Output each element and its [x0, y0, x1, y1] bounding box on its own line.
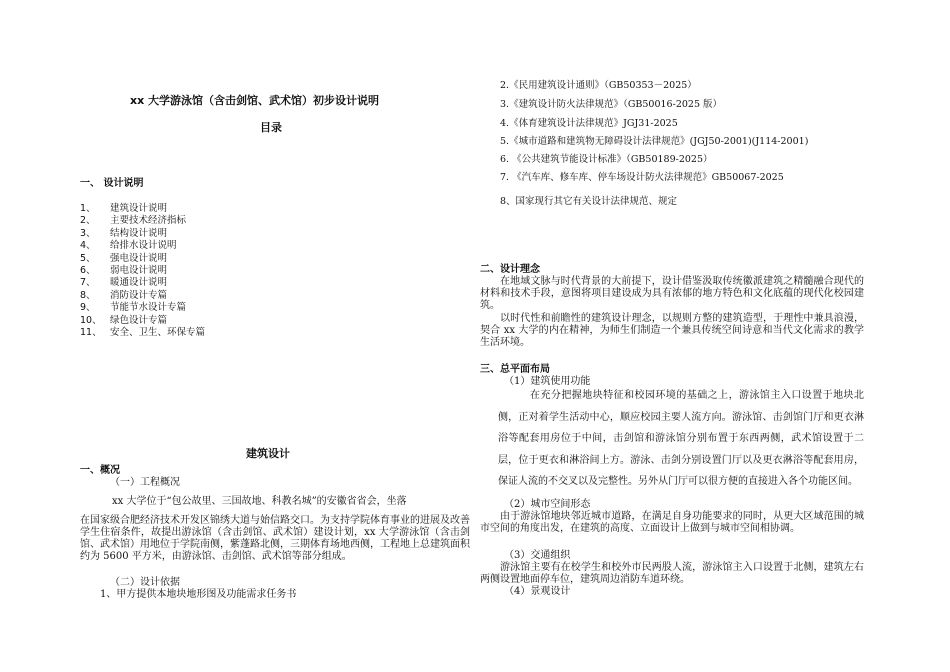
reference-item: 6. 《公共建筑节能设计标准》（GB50189-2025） [500, 154, 713, 165]
toc-title: 目录 [260, 121, 282, 134]
reference-item: 3.《建筑设计防火法律规范》（GB50016-2025 版） [500, 99, 723, 110]
reference-item: 4.《体育建筑设计法律规范》JGJ31-2025 [500, 118, 678, 129]
reference-item: 2.《民用建筑设计通则》（GB50353－2025） [500, 80, 697, 91]
layout-heading: 三、总平面布局 [480, 364, 550, 375]
urban-paragraph: 由于游泳馆地块邻近城市道路，在满足自身功能要求的同时，从更大区域范围的城市空间的角度出发，在建筑的高度、立面设计上做到与城市空间相协调。 [480, 511, 864, 534]
reference-item: 8、国家现行其它有关设计法律规范、规定 [500, 196, 678, 207]
reference-item: 7. 《汽车库、修车库、停车场设计防火法律规范》GB50067-2025 [500, 172, 784, 183]
toc-item[interactable]: 11、 安全、卫生、环保专篇 [80, 327, 206, 338]
traffic-paragraph: 游泳馆主要有在校学生和校外市民两股人流，游泳馆主入口设置于北侧，建筑左右两侧设置地面停车位，建筑周边消防车道环绕。 [480, 562, 864, 585]
overview-paragraph-first-line: xx 大学位于“包公故里、三国故地、科教名城”的安徽省省会，坐落 [112, 496, 407, 507]
traffic-subheading: （3）交通组织 [504, 550, 571, 561]
urban-subheading: （2）城市空间形态 [504, 499, 591, 510]
landscape-subheading: （4）景观设计 [504, 586, 571, 597]
toc-item[interactable]: 6、 弱电设计说明 [80, 265, 168, 276]
reference-item: 5.《城市道路和建筑物无障碍设计法律规范》(JGJ50-2001)(J114-2001) [500, 136, 809, 147]
document-title: xx 大学游泳馆（含击剑馆、武术馆）初步设计说明 [130, 94, 380, 107]
arch-design-title: 建筑设计 [246, 447, 290, 460]
subheading-design-basis: （二）设计依据 [110, 577, 180, 588]
toc-item[interactable]: 7、 暖通设计说明 [80, 277, 168, 289]
overview-heading: 一、概况 [80, 465, 120, 476]
toc-item[interactable]: 8、 消防设计专篇 [80, 289, 168, 301]
function-paragraph: 在充分把握地块特征和校园环境的基础之上，游泳馆主入口设置于地块北侧，正对着学生活动中心，顺应校园主要人流方向。游泳馆、击剑馆门厅和更衣淋浴等配套用房位于中间，击剑馆和游泳馆分别布置于东西两侧，武术馆设置于二层，位于更衣和淋浴间上方。游泳、击剑分别设置门厅以及更衣淋浴等配套用房，保证人流的不交叉以及完整性。另外从门厅可以很方便的直接进入各个功能区间。 [498, 390, 864, 487]
overview-paragraph: 在国家级合肥经济技术开发区锦绣大道与始信路交口。为支持学院体育事业的进展及改善学生住宿条件，故提出游泳馆（含击剑馆、武术馆）建设计划，xx 大学游泳馆（含击剑馆、武术馆）用地位于学院南侧，紫蓬路北侧，三期体育场地西侧，工程地上总建筑面积约为 5600 平方米，由游泳馆、击剑馆、武术馆等部分组成。 [80, 515, 470, 562]
toc-item[interactable]: 3、 结构设计说明 [80, 227, 168, 239]
toc-item[interactable]: 4、 给排水设计说明 [80, 240, 177, 252]
toc-item[interactable]: 10、 绿色设计专篇 [80, 314, 168, 326]
toc-item[interactable]: 2、 主要技术经济指标 [80, 215, 187, 227]
concept-heading: 二、设计理念 [480, 264, 540, 275]
concept-paragraph-2: 以时代性和前瞻性的建筑设计理念，以规则方整的建筑造型，于理性中兼具浪漫，契合 xx 大学的内在精神，为师生们制造一个兼具传统空间诗意和当代文化需求的教学生活环境。 [480, 313, 864, 348]
toc-item[interactable]: 1、 建筑设计说明 [80, 203, 168, 214]
function-subheading: （1）建筑使用功能 [504, 376, 591, 387]
toc-item[interactable]: 5、 强电设计说明 [80, 252, 168, 264]
subheading-project-overview: （一）工程概况 [110, 477, 180, 488]
basis-item-1: 1、甲方提供本地块地形图及功能需求任务书 [100, 589, 297, 600]
concept-paragraph-1: 在地域文脉与时代背景的大前提下，设计借鉴汲取传统徽派建筑之精髓融合现代的材料和技术手段，意图将项目建设成为具有浓郁的地方特色和文化底蕴的现代化校园建筑。 [480, 276, 864, 311]
section-heading: 一、 设计说明 [80, 178, 144, 189]
toc-item[interactable]: 9、 节能节水设计专篇 [80, 302, 187, 314]
